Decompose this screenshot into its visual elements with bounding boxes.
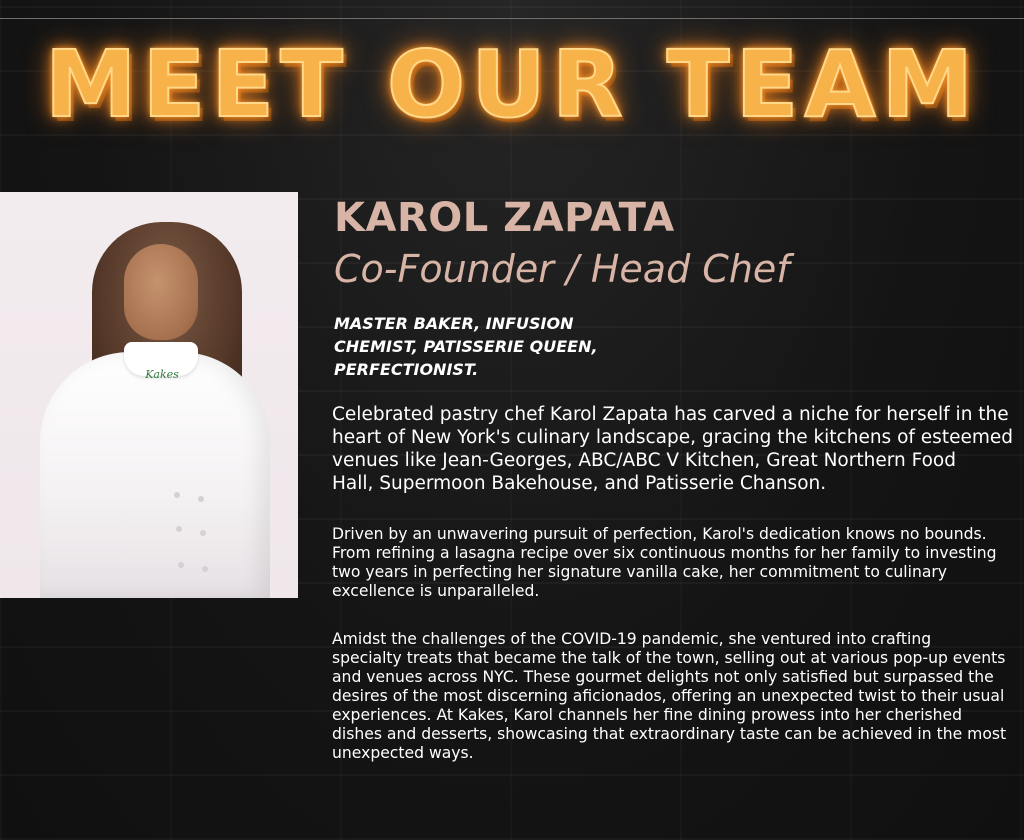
bio-line: Amidst the challenges of the COVID-19 pandemic, she ventured into crafting: [332, 630, 932, 648]
jacket-button: [176, 526, 182, 532]
bio-line: heart of New York's culinary landscape, gracing the kitchens of esteemed: [332, 427, 1013, 448]
page-title: MEET OUR TEAM: [44, 31, 980, 138]
jacket-button: [174, 492, 180, 498]
jacket-button: [200, 530, 206, 536]
tagline-line: CHEMIST, PATISSERIE QUEEN,: [334, 337, 598, 356]
jacket-button: [178, 562, 184, 568]
chef-portrait-photo: [0, 192, 298, 598]
bio-line: Celebrated pastry chef Karol Zapata has carved a niche for herself in the: [332, 404, 1009, 425]
member-name: KAROL ZAPATA: [334, 195, 675, 241]
bio-line: desires of the most discerning aficionados, offering an unexpected twist to their usual: [332, 687, 1005, 705]
bio-line: excellence is unparalleled.: [332, 582, 540, 600]
bio-paragraph-3: [332, 630, 1018, 763]
member-tagline: [334, 312, 654, 381]
jacket-logo-badge: Kakes: [145, 368, 179, 381]
bio-line: specialty treats that became the talk of the town, selling out at various pop-up events: [332, 649, 1006, 667]
bio-line: unexpected ways.: [332, 744, 474, 762]
tagline-line: PERFECTIONIST.: [334, 360, 479, 379]
bio-line: Driven by an unwavering pursuit of perfection, Karol's dedication knows no bounds.: [332, 525, 987, 543]
bio-line: dishes and desserts, showcasing that extraordinary taste can be achieved in the most: [332, 725, 1007, 743]
bio-line: venues like Jean-Georges, ABC/ABC V Kitchen, Great Northern Food: [332, 450, 956, 471]
bio-paragraph-2: [332, 525, 1018, 601]
portrait-chef-jacket: [40, 352, 270, 598]
portrait-face-shape: [124, 244, 198, 340]
bio-line: From refining a lasagna recipe over six continuous months for her family to investing: [332, 544, 997, 562]
jacket-button: [202, 566, 208, 572]
bio-line: and venues across NYC. These gourmet delights not only satisfied but surpassed the: [332, 668, 994, 686]
top-divider: [0, 18, 1024, 19]
member-role: Co-Founder / Head Chef: [334, 247, 790, 291]
bio-line: Hall, Supermoon Bakehouse, and Patisserie Chanson.: [332, 473, 827, 494]
jacket-button: [198, 496, 204, 502]
bio-paragraph-1: [332, 403, 1018, 495]
tagline-line: MASTER BAKER, INFUSION: [334, 314, 574, 333]
bio-line: experiences. At Kakes, Karol channels her fine dining prowess into her cherished: [332, 706, 963, 724]
bio-line: two years in perfecting her signature vanilla cake, her commitment to culinary: [332, 563, 948, 581]
portrait-jacket-buttons: [170, 492, 210, 582]
